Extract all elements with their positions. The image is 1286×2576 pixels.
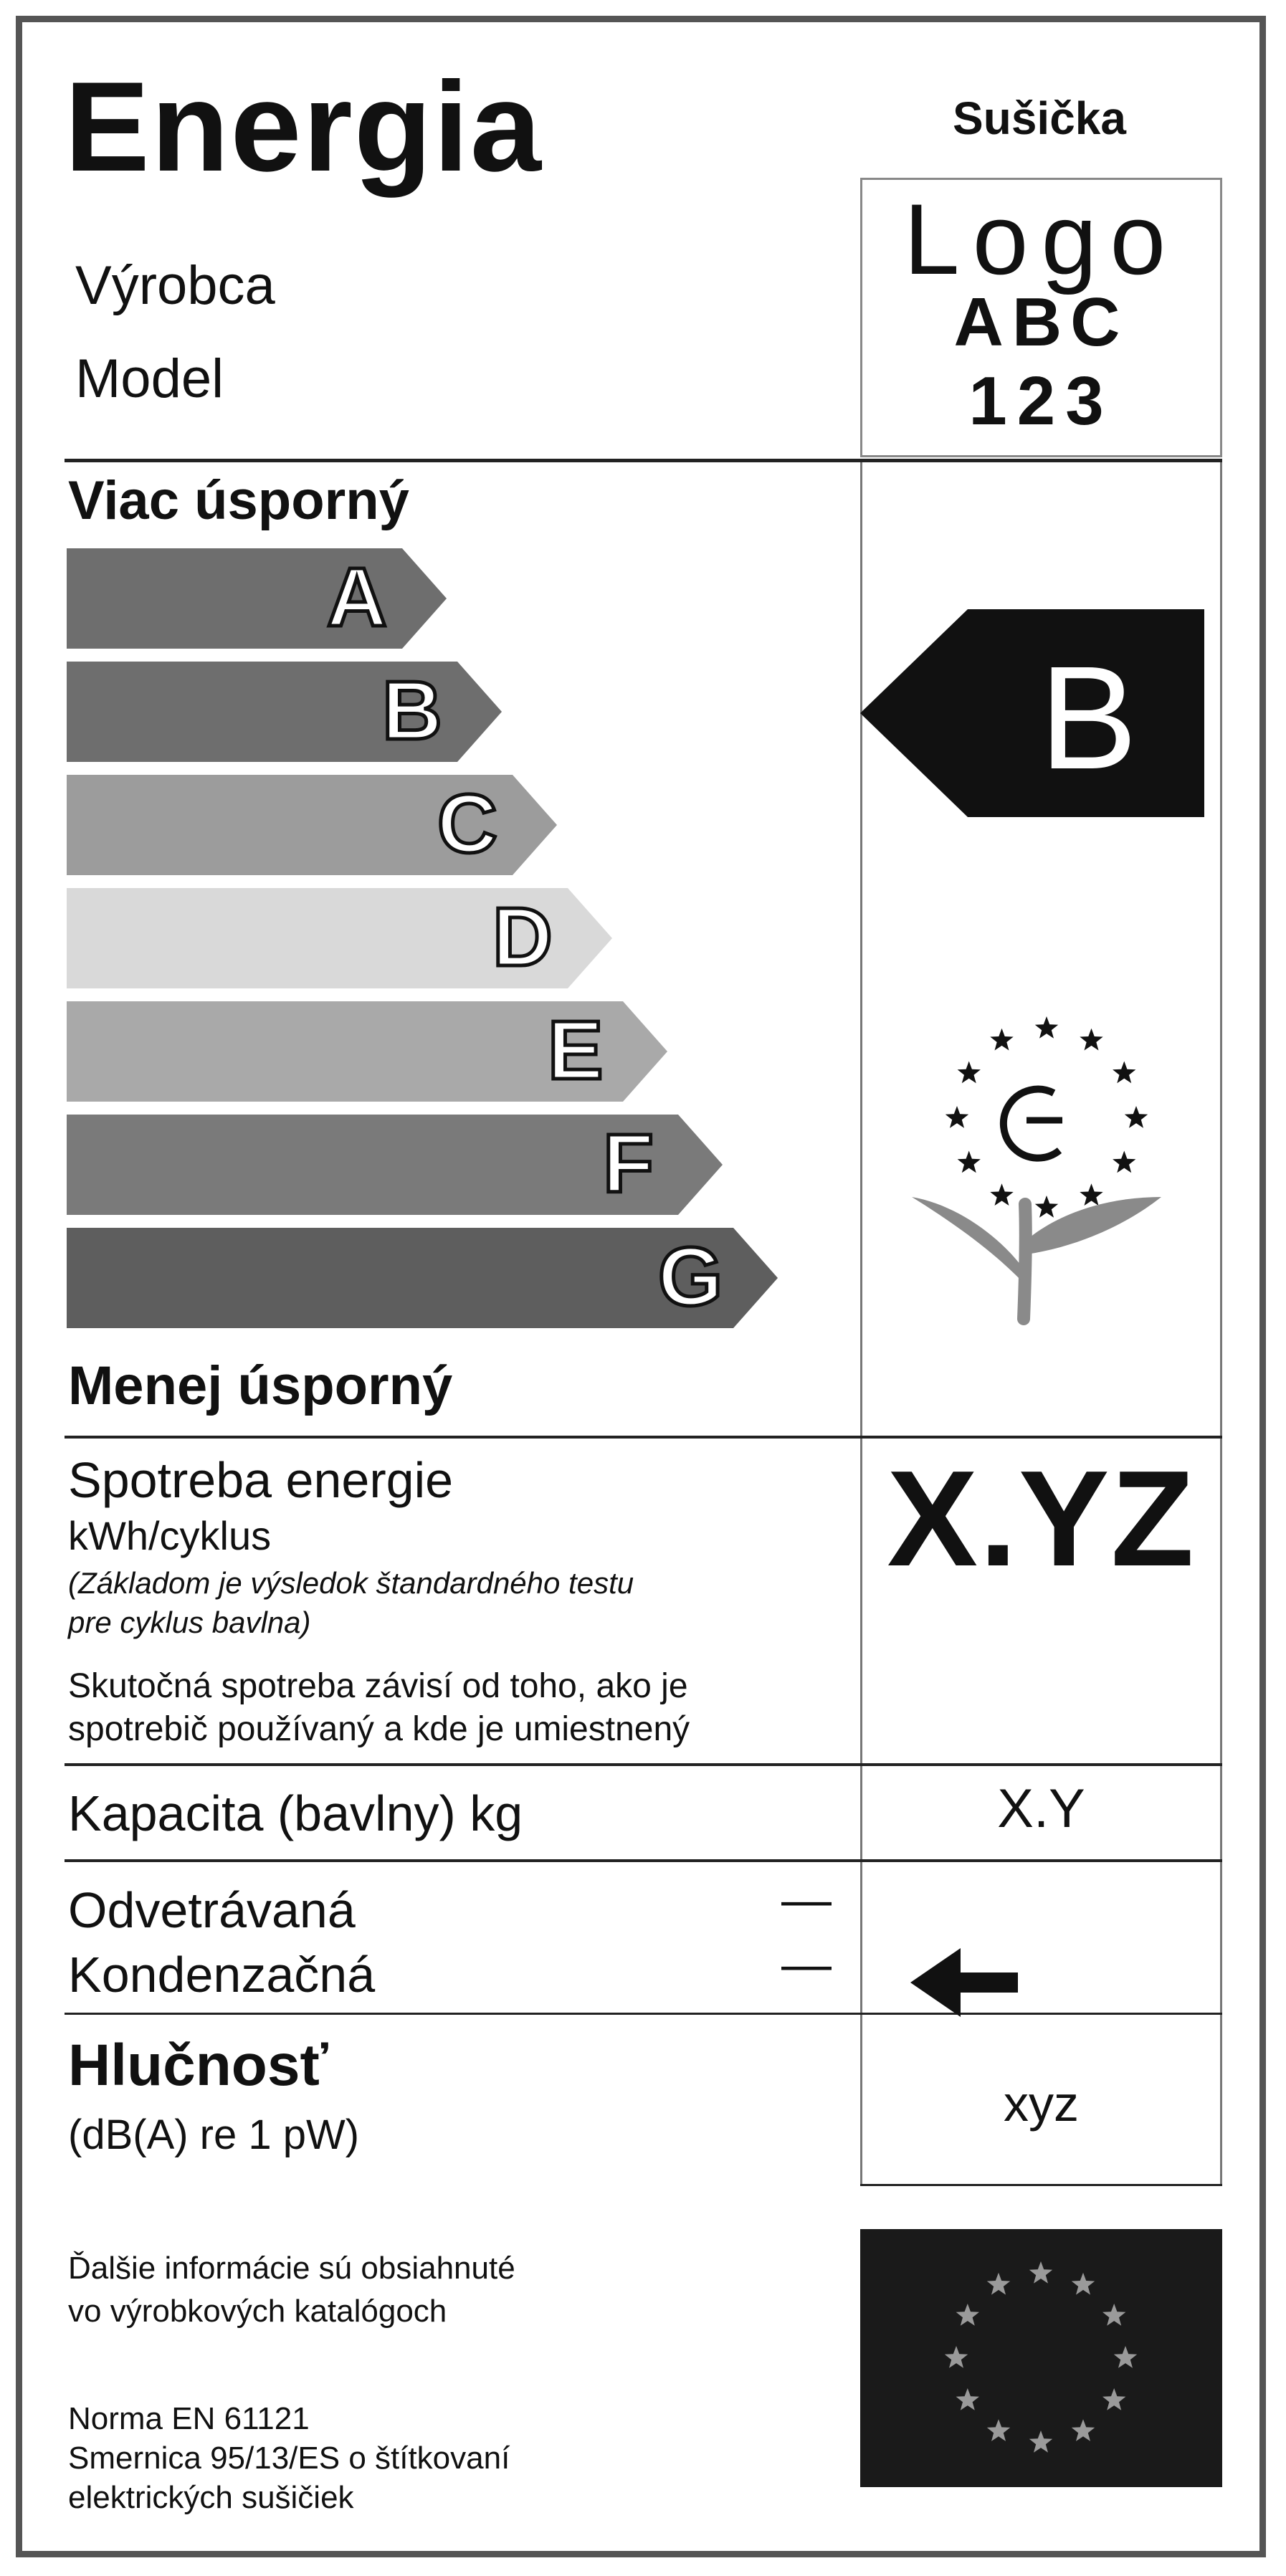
consumption-label: Spotreba energie [68,1452,454,1508]
separator-type [65,2013,1222,2015]
consumption-value: X.YZ [887,1443,1196,1595]
appliance-type: Sušička [953,92,1126,144]
noise-unit: (dB(A) re 1 pW) [68,2112,360,2158]
condenser-label: Kondenzačná [68,1947,376,2003]
star-icon [1035,1196,1058,1218]
efficiency-bar-f [67,1115,723,1215]
condenser-mark: — [781,1936,832,1992]
efficiency-bar-letter: C [437,777,497,870]
capacity-value: X.Y [997,1778,1085,1839]
vented-mark: — [781,1871,832,1927]
capacity-label: Kapacita (bavlny) kg [68,1785,523,1841]
separator-consumption [65,1763,1222,1766]
label-title: Energia [65,55,543,198]
efficiency-bar-e [67,1001,667,1102]
efficiency-bar-b [67,662,502,762]
star-icon [990,1183,1013,1206]
consumption-unit: kWh/cyklus [68,1513,272,1558]
info-line-1: Ďalšie informácie sú obsiahnuté [68,2251,515,2286]
norm-line-2: Smernica 95/13/ES o štítkovaní [68,2441,510,2476]
rating-arrow-shape [860,609,1204,817]
norm-line-1: Norma EN 61121 [68,2401,310,2436]
vented-label: Odvetrávaná [68,1882,356,1938]
star-icon [1080,1183,1102,1206]
efficiency-bar-letter: D [492,890,553,983]
rating-letter: B [1039,636,1138,800]
separator-noise [860,2184,1222,2186]
logo-line-2: 123 [968,363,1114,439]
ecolabel-stem [1024,1204,1026,1319]
ecolabel-flower-icon [910,982,1183,1340]
efficiency-bar-letter: F [603,1117,654,1210]
info-line-2: vo výrobkových katalógoch [68,2294,447,2329]
star-icon [958,1151,981,1173]
star-icon [1080,1029,1102,1051]
star-icon [946,1106,968,1128]
separator-scale [65,1436,1222,1439]
right-edge-divider [1220,459,1222,2186]
star-icon [958,1062,981,1084]
ecolabel-leaf-left [912,1197,1024,1283]
norm-line-3: elektrických sušičiek [68,2480,354,2515]
scale-bottom-label: Menej úsporný [68,1355,453,1416]
efficiency-bar-letter: G [658,1230,723,1323]
model-label: Model [75,348,224,409]
star-icon [1113,1151,1135,1173]
noise-value: xyz [1004,2076,1079,2132]
efficiency-bar-letter: E [548,1003,604,1097]
consumption-actual-line-2: spotrebič používaný a kde je umiestnený [68,1710,690,1748]
star-icon [1113,1062,1135,1084]
star-icon [1125,1106,1148,1128]
efficiency-bar-a [67,548,447,649]
eu-flag-icon [860,2229,1222,2487]
separator-capacity [65,1859,1222,1862]
ecolabel-euro-icon [1004,1089,1059,1158]
logo-line-1: ABC [953,284,1129,361]
efficiency-bar-shape [67,548,447,649]
efficiency-bar-letter: B [382,664,442,757]
efficiency-bar-g [67,1228,778,1328]
rating-arrow [860,609,1204,817]
arrow-left-icon [910,1948,1018,2017]
ecolabel-stars [946,1016,1148,1218]
arrow-left-shape [910,1948,1018,2017]
star-icon [1035,1016,1058,1039]
consumption-note-line-1: (Základom je výsledok štandardného testu [68,1566,634,1600]
logo-word: Logo [903,183,1179,295]
efficiency-bar-c [67,775,557,875]
separator-header [65,459,1222,462]
star-icon [990,1029,1013,1051]
consumption-note-line-2: pre cyklus bavlna) [68,1606,311,1639]
efficiency-bar-d [67,888,612,988]
manufacturer-label: Výrobca [75,255,275,316]
noise-label: Hlučnosť [68,2033,328,2098]
scale-top-label: Viac úsporný [68,470,409,531]
consumption-actual-line-1: Skutočná spotreba závisí od toho, ako je [68,1667,688,1705]
efficiency-bar-letter: A [327,550,387,644]
